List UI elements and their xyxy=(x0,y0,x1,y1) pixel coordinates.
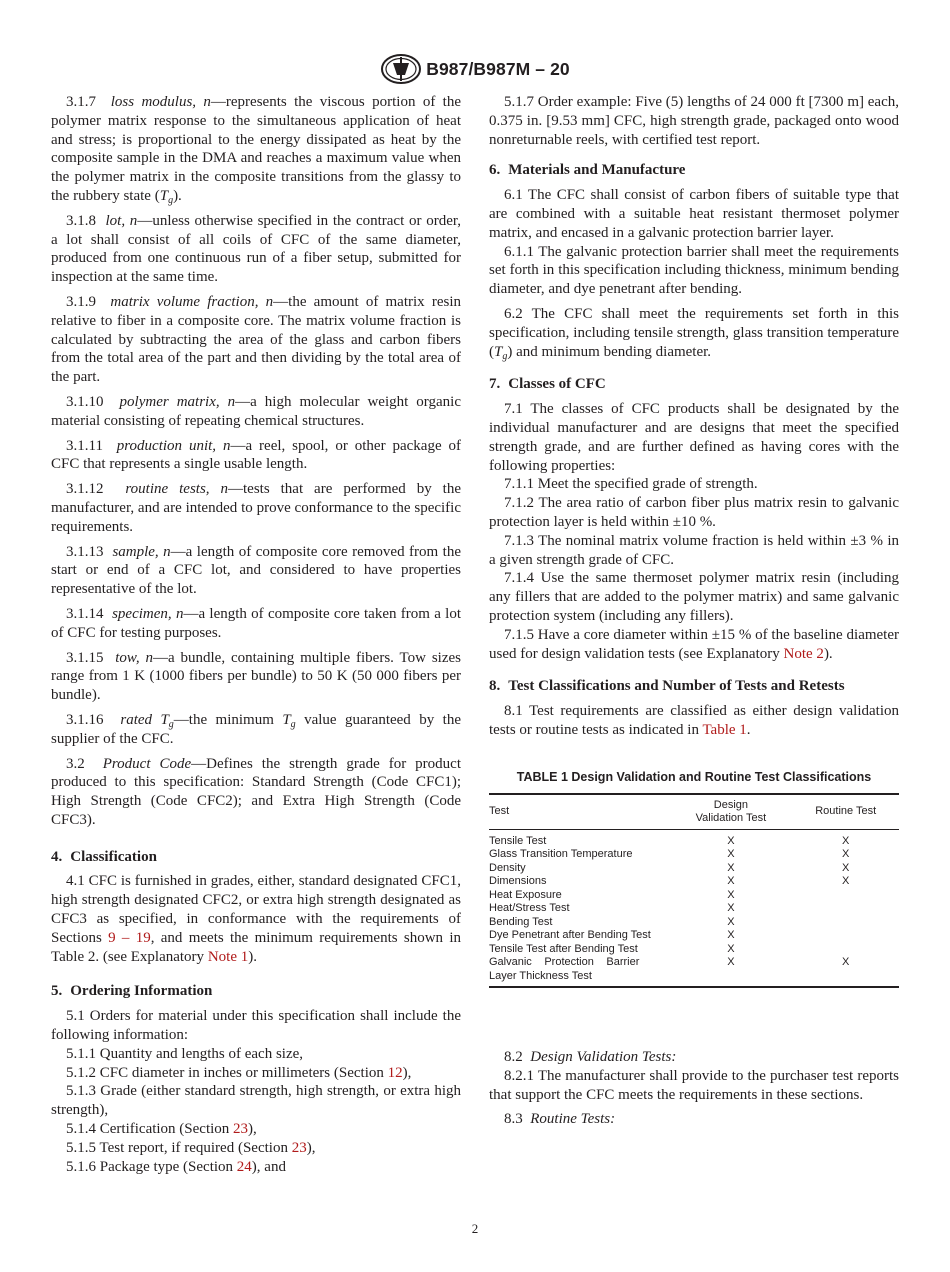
paragraph-3-1-13: 3.1.13 sample, n—a length of composite core removed from the start or end of a CFC lot, and considered to have properties representative of the lot. xyxy=(51,543,461,598)
left-column xyxy=(51,93,461,1176)
paragraph-5-1-6: 5.1.6 Package type (Section 24), and xyxy=(66,1158,286,1175)
section-23-link[interactable]: 23 xyxy=(233,1121,249,1138)
paragraph-7-1-1: 7.1.1 Meet the specified grade of strength. xyxy=(504,476,758,493)
table-row: Bending Test X xyxy=(489,915,735,928)
table-1 xyxy=(489,768,899,988)
paragraph-6-2: 6.2 The CFC shall meet the requirements set forth in this specification, including tensile strength, glass transition temperature $(T_g)$ and minimum bending diameter. xyxy=(489,305,899,362)
table-row: Density X X xyxy=(489,861,850,874)
note-1-link[interactable]: Note 1 xyxy=(207,948,249,965)
paragraph-8-3: 8.3 Routine Tests: xyxy=(504,1111,616,1128)
section-24-link[interactable]: 24 xyxy=(236,1158,252,1175)
section-23-link[interactable]: 23 xyxy=(291,1139,307,1156)
document-designation: B987/B987M – 20 xyxy=(426,58,570,79)
table-1-title: TABLE 1 Design Validation and Routine Test Classifications xyxy=(516,769,872,784)
paragraph-8-2-1: 8.2.1 The manufacturer shall provide to the purchaser test reports that support the CFC meets the requirements in these sections. xyxy=(489,1067,899,1103)
right-column xyxy=(489,93,899,1129)
paragraph-7-1-5: 7.1.5 Have a core diameter within ±15 % of the baseline diameter used for design validation tests (see Explanatory Note 2). xyxy=(489,626,899,662)
section-heading-7: 7. Classes of CFC xyxy=(489,376,606,393)
paragraph-3-1-8: 3.1.8 lot, n—unless otherwise specified in the contract or order, a lot shall consist of all coils of CFC of the same diameter, produced from one continuous run of a fiber setup, submitted for inspection at the same time. xyxy=(51,212,462,286)
paragraph-3-1-11: 3.1.11 production unit, n—a reel, spool, or other package of CFC that represents a single usable length. xyxy=(51,437,462,473)
column-header-routine: Routine Test xyxy=(815,805,877,818)
table-row: Dimensions X X xyxy=(489,875,850,887)
table-row: Glass Transition Temperature X X xyxy=(489,848,850,860)
column-header-design-validation: Design Validation Test xyxy=(695,798,767,824)
paragraph-5-1: 5.1 Orders for material under this specification shall include the following information: xyxy=(51,1008,461,1044)
sections-9-19-link[interactable]: 9 – 19 xyxy=(108,929,151,946)
paragraph-5-1-4: 5.1.4 Certification (Section 23), xyxy=(66,1121,257,1138)
note-2-link[interactable]: Note 2 xyxy=(783,645,824,662)
paragraph-8-1: 8.1 Test requirements are classified as either design validation tests or routine tests as indicated in Table 1. xyxy=(489,703,899,738)
paragraph-3-1-15: 3.1.15 tow, n—a bundle, containing multiple fibers. Tow sizes range from 1 K (1000 fibers per bundle) to 50 K (50 000 fibers per bundle). xyxy=(51,649,461,704)
paragraph-7-1: 7.1 The classes of CFC products shall be designated by the individual manufacturer and are designs that meet the specified strength grade, and are further defined as having cores with the following properties: xyxy=(489,401,899,474)
paragraph-8-2: 8.2 Design Validation Tests: xyxy=(504,1049,677,1065)
paragraph-3-2: 3.2 Product Code—Defines the strength grade for product produced to this specification: Standard Strength (Code CFC1); High Strength (Code CFC2); and Extra High Strength (Code CFC3). xyxy=(51,755,462,828)
section-heading-4: 4. Classification xyxy=(51,848,157,865)
column-header-test: Test xyxy=(489,805,510,818)
section-heading-5: 5. Ordering Information xyxy=(51,983,213,1000)
section-heading-8: 8. Test Classifications and Number of Tests and Retests xyxy=(489,678,845,695)
paragraph-3-1-9: 3.1.9 matrix volume fraction, n—the amount of matrix resin relative to fiber in a composite core. The matrix volume fraction is calculated by subtracting the area of the glass and carbon fibers from the total area of the part and then dividing by the total area of the part. xyxy=(51,293,462,386)
paragraph-3-1-7: 3.1.7 loss modulus, n—represents the viscous portion of the polymer matrix response to the simultaneous application of heat and stress; is proportional to the energy dissipated as heat by the composite sample in the DMA and reaches a maximum value when the polymer matrix in the composite transitions from the glassy to the rubbery state $(T_g)$. xyxy=(51,94,462,206)
table-row: Tensile Test after Bending Test X xyxy=(489,942,735,955)
page-number: 2 xyxy=(471,1221,479,1236)
paragraph-3-1-14: 3.1.14 specimen, n—a length of composite core taken from a lot of CFC for testing purposes. xyxy=(51,605,462,641)
paragraph-7-1-4: 7.1.4 Use the same thermoset polymer matrix resin (including any fillers that are added to the polymer matrix) and same galvanic protection system (including any fillers). xyxy=(489,570,899,624)
paragraph-6-1-1: 6.1.1 The galvanic protection barrier shall meet the requirements set forth in this specification including thickness, minimum bending diameter, and dye penetrant after bending. xyxy=(489,243,899,298)
paragraph-3-1-16: 3.1.16 rated $T_g—the$ minimum $T_g$ value guaranteed by the supplier of the CFC. xyxy=(51,711,461,747)
table-row: Galvanic Protection Barrier Layer Thickness Test X X xyxy=(489,956,899,987)
paragraph-3-1-12: 3.1.12 routine tests, n—tests that are performed by the manufacturer, and are intended to prove conformance to the specific requirements. xyxy=(51,481,462,535)
table-header-row xyxy=(489,794,899,830)
paragraph-4-1: 4.1 CFC is furnished in grades, either, standard designated CFC1, high strength designated CFC2, or extra high strength designated as CFC3 as specified, in conformance with the requirements of Sections 9 – 19, and meets the minimum requirements shown in Table 2. (see Explanatory Note 1). xyxy=(51,873,462,965)
section-heading-6: 6. Materials and Manufacture xyxy=(489,162,686,179)
paragraph-5-1-7: 5.1.7 Order example: Five (5) lengths of 24 000 ft [7300 m] each, 0.375 in. [9.53 mm] CFC, high strength grade, packaged onto wood nonreturnable reels, with certified test report. xyxy=(489,94,899,148)
table-1-link[interactable]: Table 1 xyxy=(702,721,747,738)
section-12-link[interactable]: 12 xyxy=(387,1064,403,1081)
paragraph-6-1: 6.1 The CFC shall consist of carbon fibers of suitable type that are combined with a suitable heat resistant thermoset polymer matrix, and encased in a galvanic protection barrier layer. xyxy=(489,187,899,241)
paragraph-5-1-5: 5.1.5 Test report, if required (Section 23), xyxy=(66,1139,316,1156)
table-row: Heat Exposure X xyxy=(489,888,735,901)
paragraph-5-1-1: 5.1.1 Quantity and lengths of each size, xyxy=(66,1045,304,1062)
paragraph-7-1-2: 7.1.2 The area ratio of carbon fiber plus matrix resin to galvanic protection layer is held within ±10 %. xyxy=(489,495,899,530)
paragraph-7-1-3: 7.1.3 The nominal matrix volume fraction is held within ±3 % in a given strength grade of CFC. xyxy=(489,532,899,568)
test-classification-table xyxy=(489,793,899,989)
paragraph-5-1-2: 5.1.2 CFC diameter in inches or millimeters (Section 12), xyxy=(66,1064,412,1081)
paragraph-3-1-10: 3.1.10 polymer matrix, n—a high molecular weight organic material consisting of repeating chemical structures. xyxy=(51,393,461,429)
table-row: Tensile Test X X xyxy=(489,834,850,847)
paragraph-5-1-3: 5.1.3 Grade (either standard strength, high strength, or extra high strength), xyxy=(51,1083,461,1119)
table-row: Heat/Stress Test X xyxy=(489,902,735,914)
table-row: Dye Penetrant after Bending Test X xyxy=(489,929,735,941)
astm-logo-icon xyxy=(380,53,422,85)
page-header xyxy=(0,52,950,86)
